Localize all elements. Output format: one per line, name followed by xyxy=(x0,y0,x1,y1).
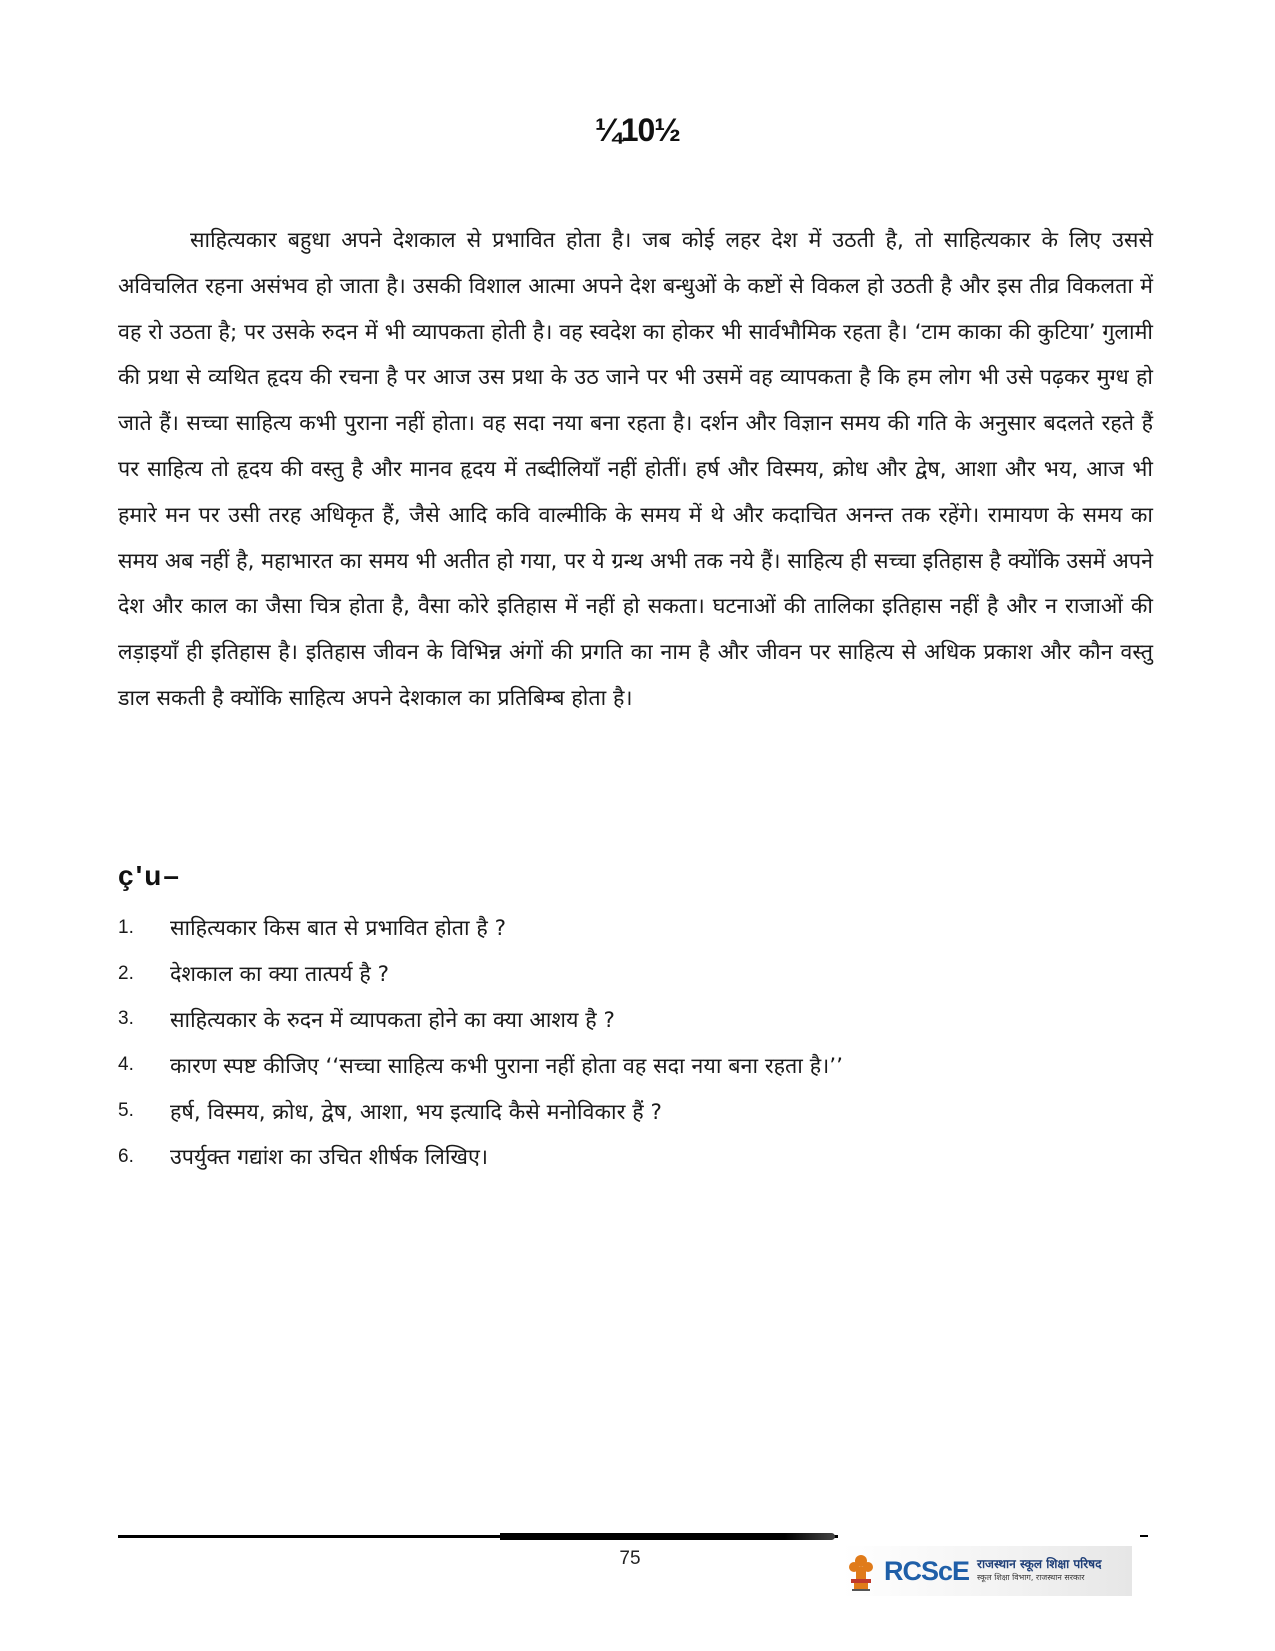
state-emblem-icon xyxy=(842,1547,880,1595)
question-text: उपर्युक्त गद्यांश का उचित शीर्षक लिखिए। xyxy=(170,1145,489,1171)
question-number: 1. xyxy=(118,916,134,938)
logo-title: राजस्थान स्कूल शिक्षा परिषद xyxy=(977,1557,1102,1571)
question-text: हर्ष, विस्मय, क्रोध, द्वेष, आशा, भय इत्यादि कैसे मनोविकार हैं ? xyxy=(170,1099,662,1125)
question-text: कारण स्पष्ट कीजिए ‘‘सच्चा साहित्य कभी पुराना नहीं होता वह सदा नया बना रहता है।’’ xyxy=(170,1053,843,1079)
page-number: 75 xyxy=(619,1548,641,1569)
footer-tick-mark xyxy=(1140,1535,1148,1537)
questions-list xyxy=(118,905,1158,1180)
question-text: साहित्यकार किस बात से प्रभावित होता है ? xyxy=(170,916,507,942)
footer-divider-accent xyxy=(500,1533,835,1540)
question-text: देशकाल का क्या तात्पर्य है ? xyxy=(170,962,389,988)
question-number: 4. xyxy=(118,1054,134,1076)
question-number: 2. xyxy=(118,962,134,984)
question-item xyxy=(118,997,1158,1043)
passage-number-heading: ¼10½ xyxy=(595,112,680,148)
question-text: साहित्यकार के रुदन में व्यापकता होने का क्या आशय है ? xyxy=(170,1007,615,1033)
questions-label: ç'u– xyxy=(118,860,181,891)
logo-text-block xyxy=(977,1557,1101,1585)
passage-text: साहित्यकार बहुधा अपने देशकाल से प्रभावित होता है। जब कोई लहर देश में उठती है, तो साहित्यकार के लिए उससे अविचलित रहना असंभव हो जाता है। उसकी विशाल आत्मा अपने देश बन्धुओं के कष्टों से विकल हो उठती है और इस तीव्र विकलता में वह रो उठता है; पर उसके रुदन में भी व्यापकता होती है। वह स्वदेश का होकर भी सार्वभौमिक रहता है। ‘टाम काका की कुटिया’ गुलामी की प्रथा से व्यथित हृदय की रचना है पर आज उस प्रथा के उठ जाने पर भी उसमें वह व्यापकता है कि हम लोग भी उसे पढ़कर मुग्ध हो जाते हैं। सच्चा साहित्य कभी पुराना नहीं होता। वह सदा नया बना रहता है। दर्शन और विज्ञान समय की गति के अनुसार बदलते रहते हैं पर साहित्य तो हृदय की वस्तु है और मानव हृदय में तब्दीलियाँ नहीं होतीं। हर्ष और विस्मय, क्रोध और द्वेष, आशा और भय, आज भी हमारे मन पर उसी तरह अधिकृत हैं, जैसे आदि कवि वाल्मीकि के समय में थे और कदाचित अनन्त तक रहेंगे। रामायण के समय का समय अब नहीं है, महाभारत का समय भी अतीत हो गया, पर ये ग्रन्थ अभी तक नये हैं। साहित्य ही सच्चा इतिहास है क्योंकि उसमें अपने देश और काल का जैसा चित्र होता है, वैसा कोरे इतिहास में नहीं हो सकता। घटनाओं की तालिका इतिहास नहीं है और न राजाओं की लड़ाइयाँ ही इतिहास है। इतिहास जीवन के विभिन्न अंगों की प्रगति का नाम है और जीवन पर साहित्य से अधिक प्रकाश और कौन वस्तु डाल सकती है क्योंकि साहित्य अपने देशकाल का प्रतिबिम्ब होता है। xyxy=(118,228,1153,711)
question-number: 6. xyxy=(118,1145,134,1167)
question-item xyxy=(118,951,1158,997)
rcsce-logo xyxy=(842,1546,1132,1596)
question-item xyxy=(118,1134,1158,1180)
question-item xyxy=(118,1042,1158,1088)
question-item xyxy=(118,1088,1158,1134)
question-number: 3. xyxy=(118,1008,134,1030)
logo-subtitle: स्कूल शिक्षा विभाग, राजस्थान सरकार xyxy=(977,1573,1085,1582)
logo-wordmark: RCScE xyxy=(884,1555,970,1586)
question-number: 5. xyxy=(118,1100,134,1122)
question-item xyxy=(118,905,1158,951)
